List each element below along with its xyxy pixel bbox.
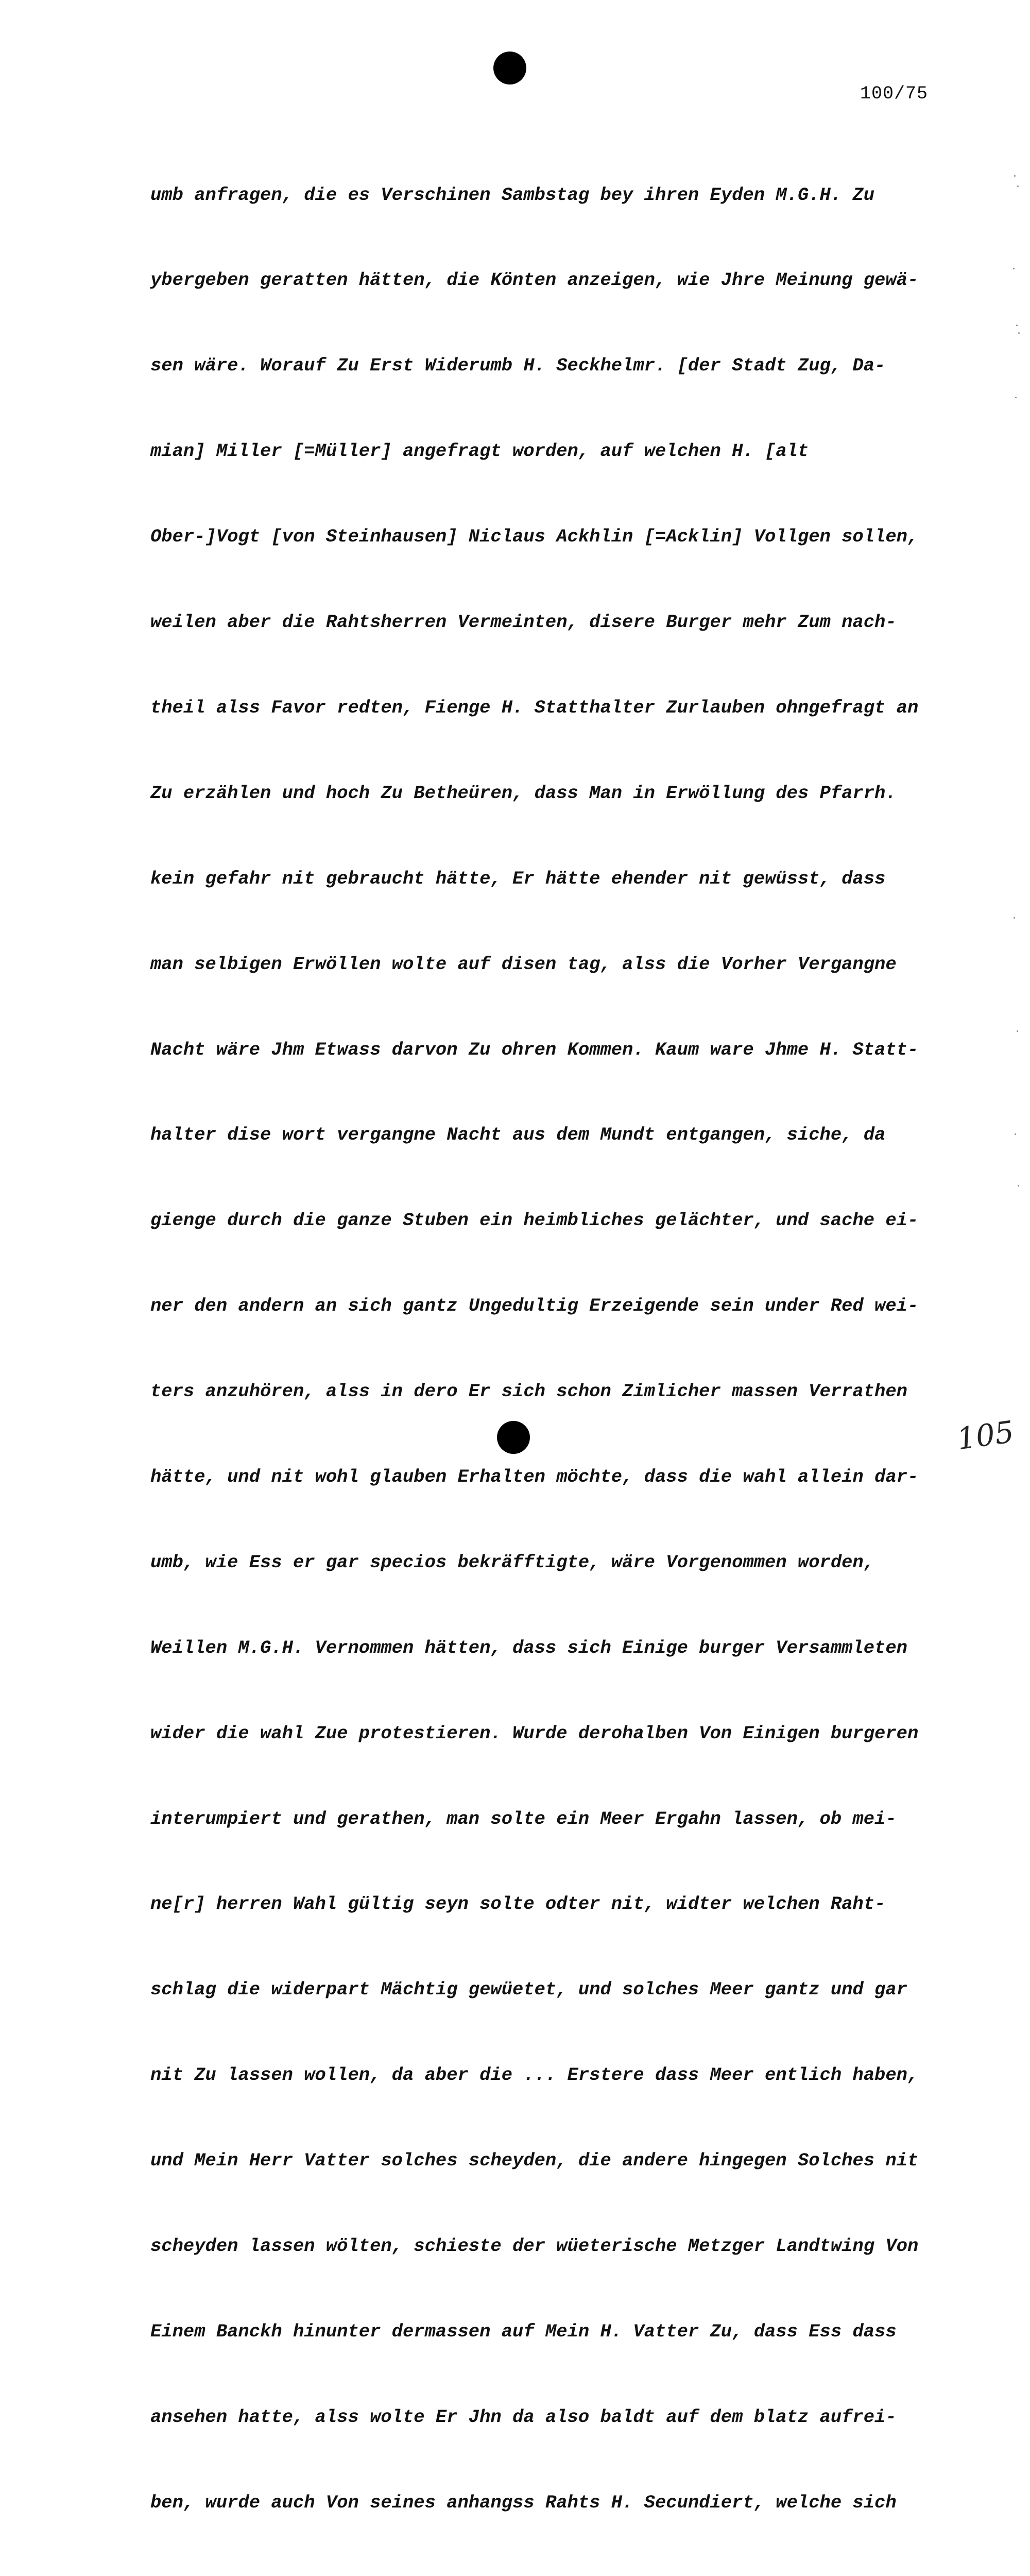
punch-hole-top xyxy=(493,52,526,84)
text-line: umb anfragen, die es Verschinen Sambstag bey ihren Eyden M.G.H. Zu xyxy=(150,184,875,206)
text-line: mian] Miller [=Müller] angefragt worden, auf welchen H. [alt xyxy=(150,440,809,462)
text-line: scheyden lassen wölten, schieste der wüeterische Metzger Landtwing Von xyxy=(150,2235,919,2257)
page-number: 100/75 xyxy=(860,83,929,104)
text-line: sen wäre. Worauf Zu Erst Widerumb H. Seckhelmr. [der Stadt Zug, Da- xyxy=(150,355,886,377)
text-line: ner den andern an sich gantz Ungedultig Erzeigende sein under Red wei- xyxy=(150,1295,919,1317)
transcription-body xyxy=(150,124,954,2576)
text-line: Weillen M.G.H. Vernommen hätten, dass sich Einige burger Versammleten xyxy=(150,1637,907,1658)
text-line: theil alss Favor redten, Fienge H. Statthalter Zurlauben ohngefragt an xyxy=(150,697,919,718)
text-line: ters anzuhören, alss in dero Er sich schon Zimlicher massen Verrathen xyxy=(150,1381,907,1402)
text-line xyxy=(150,2574,954,2576)
text-line: weilen aber die Rahtsherren Vermeinten, disere Burger mehr Zum nach- xyxy=(150,612,897,633)
text-line: Einem Banckh hinunter dermassen auf Mein H. Vatter Zu, dass Ess dass xyxy=(150,2320,897,2342)
text-line: gienge durch die ganze Stuben ein heimbliches gelächter, und sache ei- xyxy=(150,1210,919,1231)
text-line: wider die wahl Zue protestieren. Wurde derohalben Von Einigen burgeren xyxy=(150,1722,919,1744)
text-line: umb, wie Ess er gar specios bekräfftigte, wäre Vorgenommen worden, xyxy=(150,1551,875,1573)
text-line: interumpiert und gerathen, man solte ein Meer Ergahn lassen, ob mei- xyxy=(150,1808,897,1829)
handwritten-folio-number: 105 xyxy=(954,1414,1016,1457)
margin-specks xyxy=(1012,155,1027,1236)
text-line: Nacht wäre Jhm Etwass darvon Zu ohren Kommen. Kaum ware Jhme H. Statt- xyxy=(150,1039,919,1060)
text-line: hätte, und nit wohl glauben Erhalten möchte, dass die wahl allein dar- xyxy=(150,1466,919,1487)
punch-hole-bottom xyxy=(497,1421,530,1454)
text-line: Zu erzählen und hoch Zu Betheüren, dass Man in Erwöllung des Pfarrh. xyxy=(150,782,897,804)
text-line: ybergeben geratten hätten, die Könten anzeigen, wie Jhre Meinung gewä- xyxy=(150,269,919,291)
text-line: und Mein Herr Vatter solches scheyden, die andere hingegen Solches nit xyxy=(150,2150,919,2172)
text-line: Ober-]Vogt [von Steinhausen] Niclaus Ackhlin [=Acklin] Vollgen sollen, xyxy=(150,526,919,548)
text-line: kein gefahr nit gebraucht hätte, Er hätte ehender nit gewüsst, dass xyxy=(150,868,886,889)
text-line: man selbigen Erwöllen wolte auf disen tag, alss die Vorher Vergangne xyxy=(150,953,897,975)
text-line: ne[r] herren Wahl gültig seyn solte odter nit, widter welchen Raht- xyxy=(150,1893,886,1915)
text-line: schlag die widerpart Mächtig gewüetet, und solches Meer gantz und gar xyxy=(150,1979,907,2001)
text-line: ansehen hatte, alss wolte Er Jhn da also baldt auf dem blatz aufrei- xyxy=(150,2406,897,2428)
text-line: ben, wurde auch Von seines anhangss Rahts H. Secundiert, welche sich xyxy=(150,2492,897,2513)
text-line: nit Zu lassen wollen, da aber die ... Erstere dass Meer entlich haben, xyxy=(150,2064,919,2086)
text-line: halter dise wort vergangne Nacht aus dem Mundt entgangen, siche, da xyxy=(150,1124,886,1146)
